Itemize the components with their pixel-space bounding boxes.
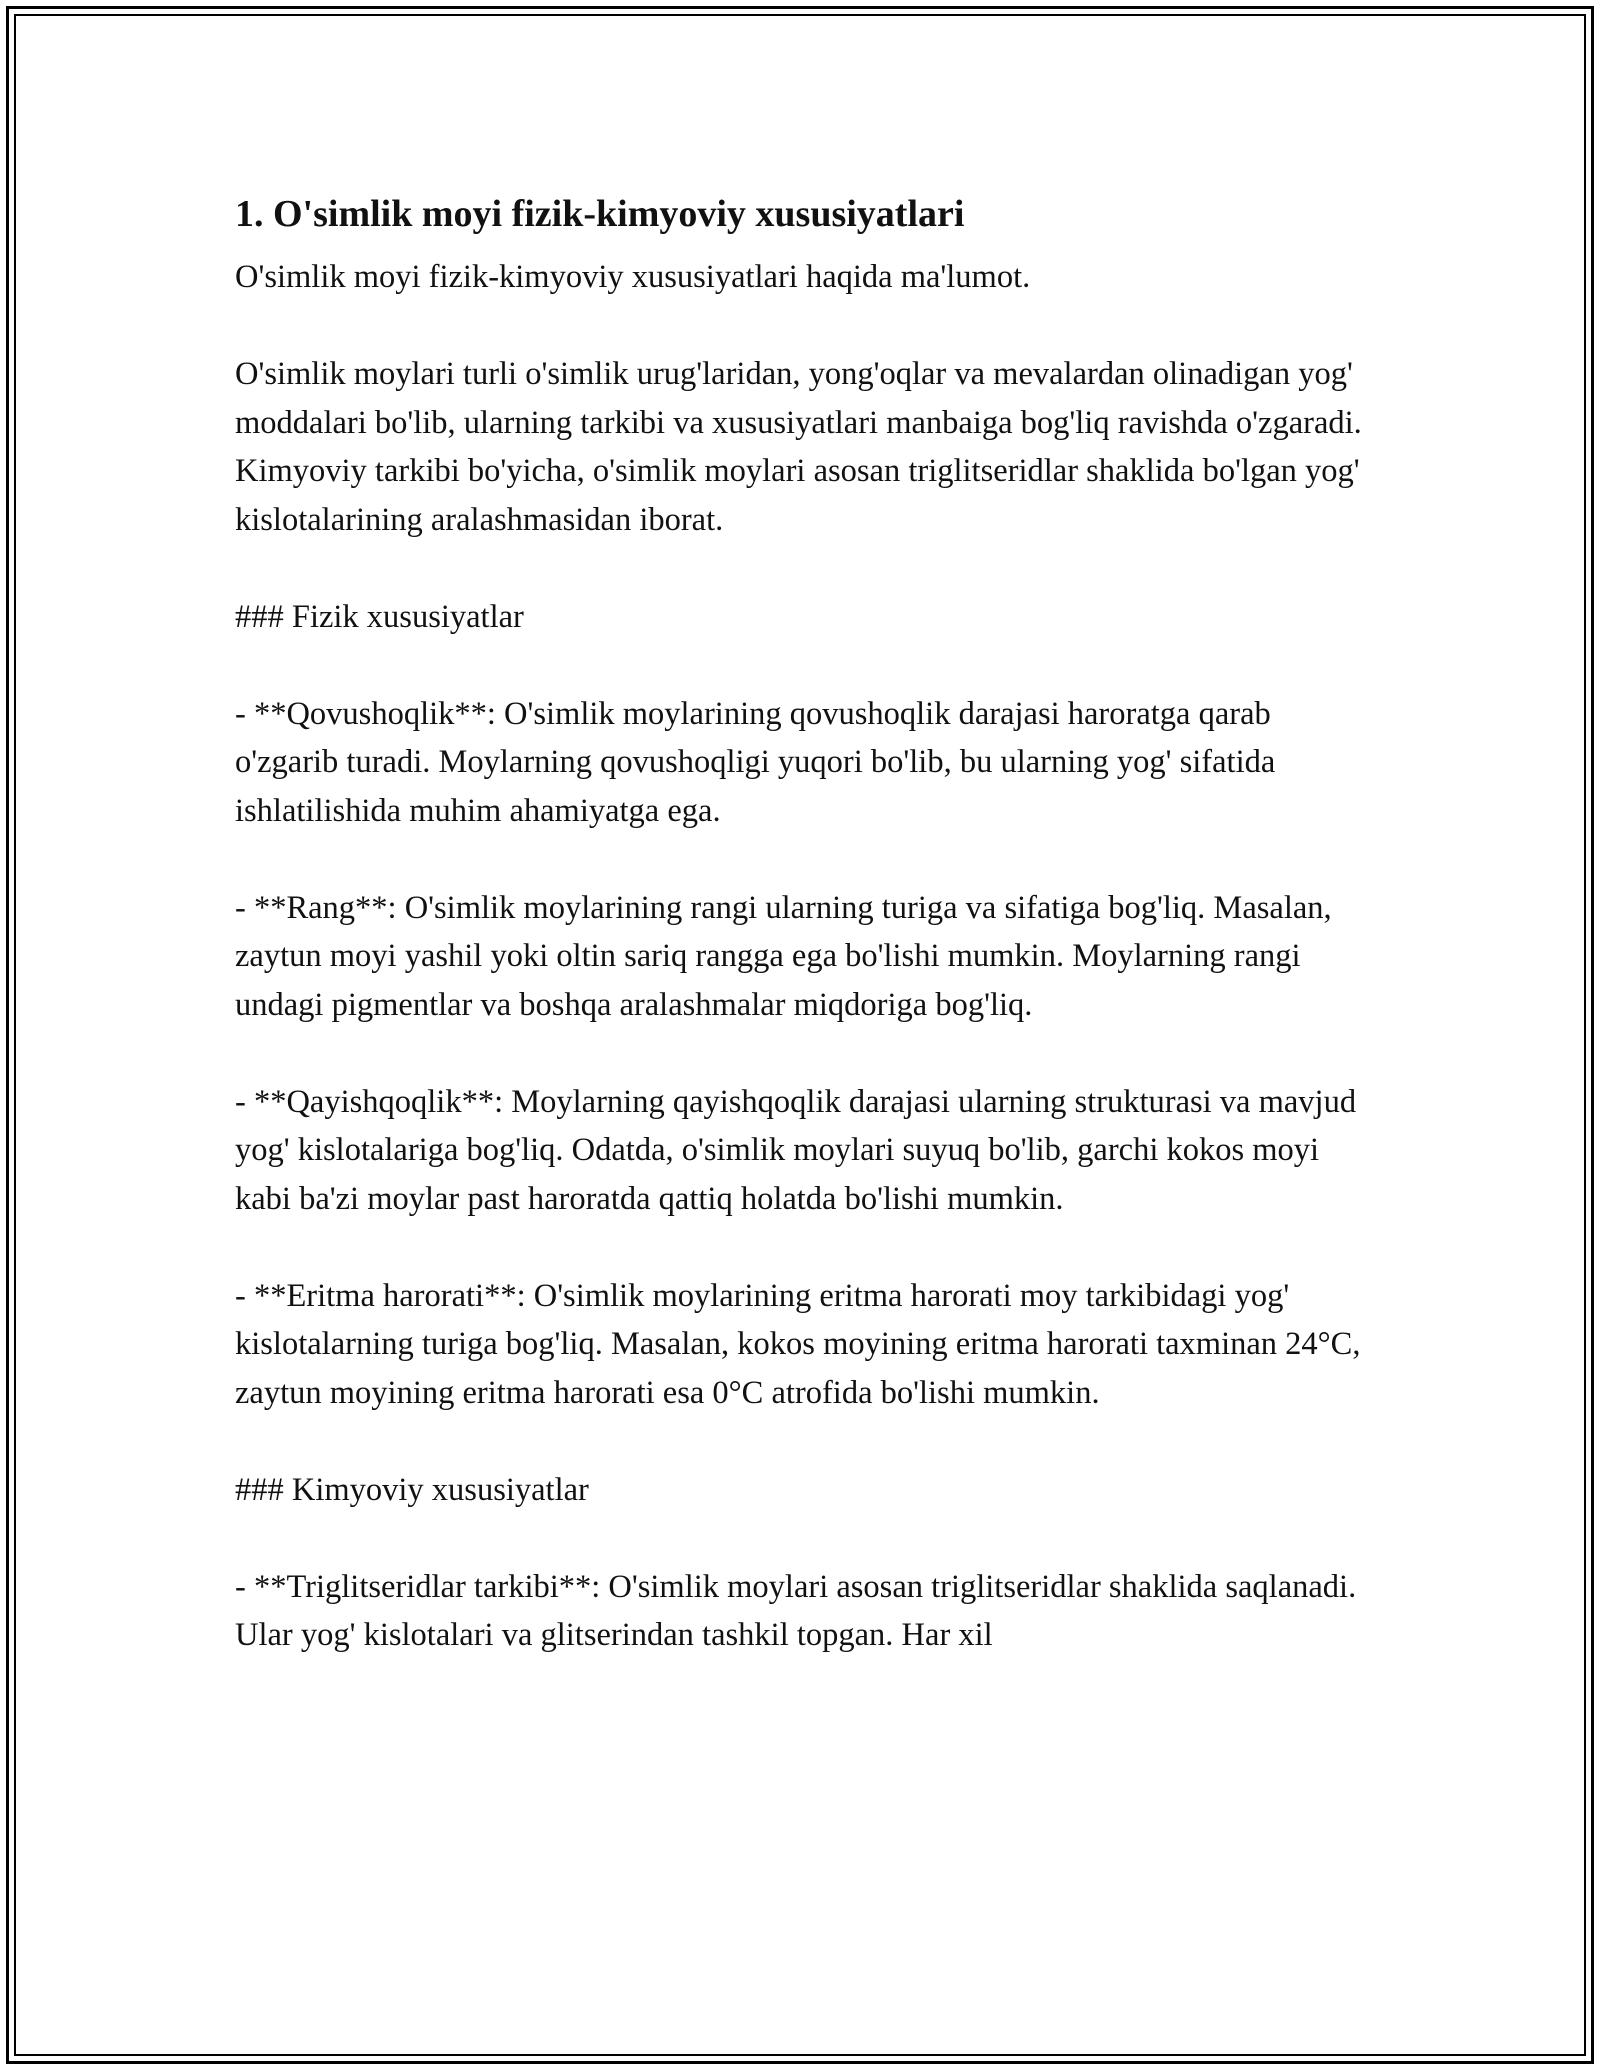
section-heading-physical: ### Fizik xususiyatlar: [235, 598, 524, 635]
list-item-melting-point: - **Eritma harorati**: O'simlik moylarining eritma harorati moy tarkibidagi yog' kislotalarning turiga bog'liq. Masalan, kokos moyining eritma harorati taxminan 24°C, zaytun moyining eritma harorati esa 0°C atrofida bo'lishi mumkin.: [235, 1277, 1361, 1411]
intro-paragraph: O'simlik moyi fizik-kimyoviy xususiyatlari haqida ma'lumot.: [235, 259, 1031, 295]
document-title: 1. O'simlik moyi fizik-kimyoviy xususiyatlari: [235, 193, 965, 235]
overview-paragraph: O'simlik moylari turli o'simlik urug'laridan, yong'oqlar va mevalardan olinadigan yog' moddalari bo'lib, ularning tarkibi va xususiyatlari manbaiga bog'liq ravishda o'zgaradi. Kimyoviy tarkibi bo'yicha, o'simlik moylari asosan triglitseridlar shaklida bo'lgan yog' kislotalarining aralashmasidan iborat.: [235, 356, 1362, 538]
list-item-color: - **Rang**: O'simlik moylarining rangi ularning turiga va sifatiga bog'liq. Masalan, zaytun moyi yashil yoki oltin sariq rangga ega bo'lishi mumkin. Moylarning rangi undagi pigmentlar va boshqa aralashmalar miqdoriga bog'liq.: [235, 889, 1332, 1023]
document-body: [235, 185, 1365, 1708]
list-item-viscosity: - **Qovushoqlik**: O'simlik moylarining qovushoqlik darajasi haroratga qarab o'zgarib turadi. Moylarning qovushoqligi yuqori bo'lib, bu ularning yog' sifatida ishlatilishida muhim ahamiyatga ega.: [235, 695, 1276, 829]
list-item-triglycerides: - **Triglitseridlar tarkibi**: O'simlik moylari asosan triglitseridlar shaklida saqlanadi. Ular yog' kislotalari va glitserindan tashkil topgan. Har xil: [235, 1568, 1357, 1653]
section-heading-chemical: ### Kimyoviy xususiyatlar: [235, 1471, 589, 1508]
list-item-elasticity: - **Qayishqoqlik**: Moylarning qayishqoqlik darajasi ularning strukturasi va mavjud yog' kislotalariga bog'liq. Odatda, o'simlik moylari suyuq bo'lib, garchi kokos moyi kabi ba'zi moylar past haroratda qattiq holatda bo'lishi mumkin.: [235, 1083, 1357, 1217]
